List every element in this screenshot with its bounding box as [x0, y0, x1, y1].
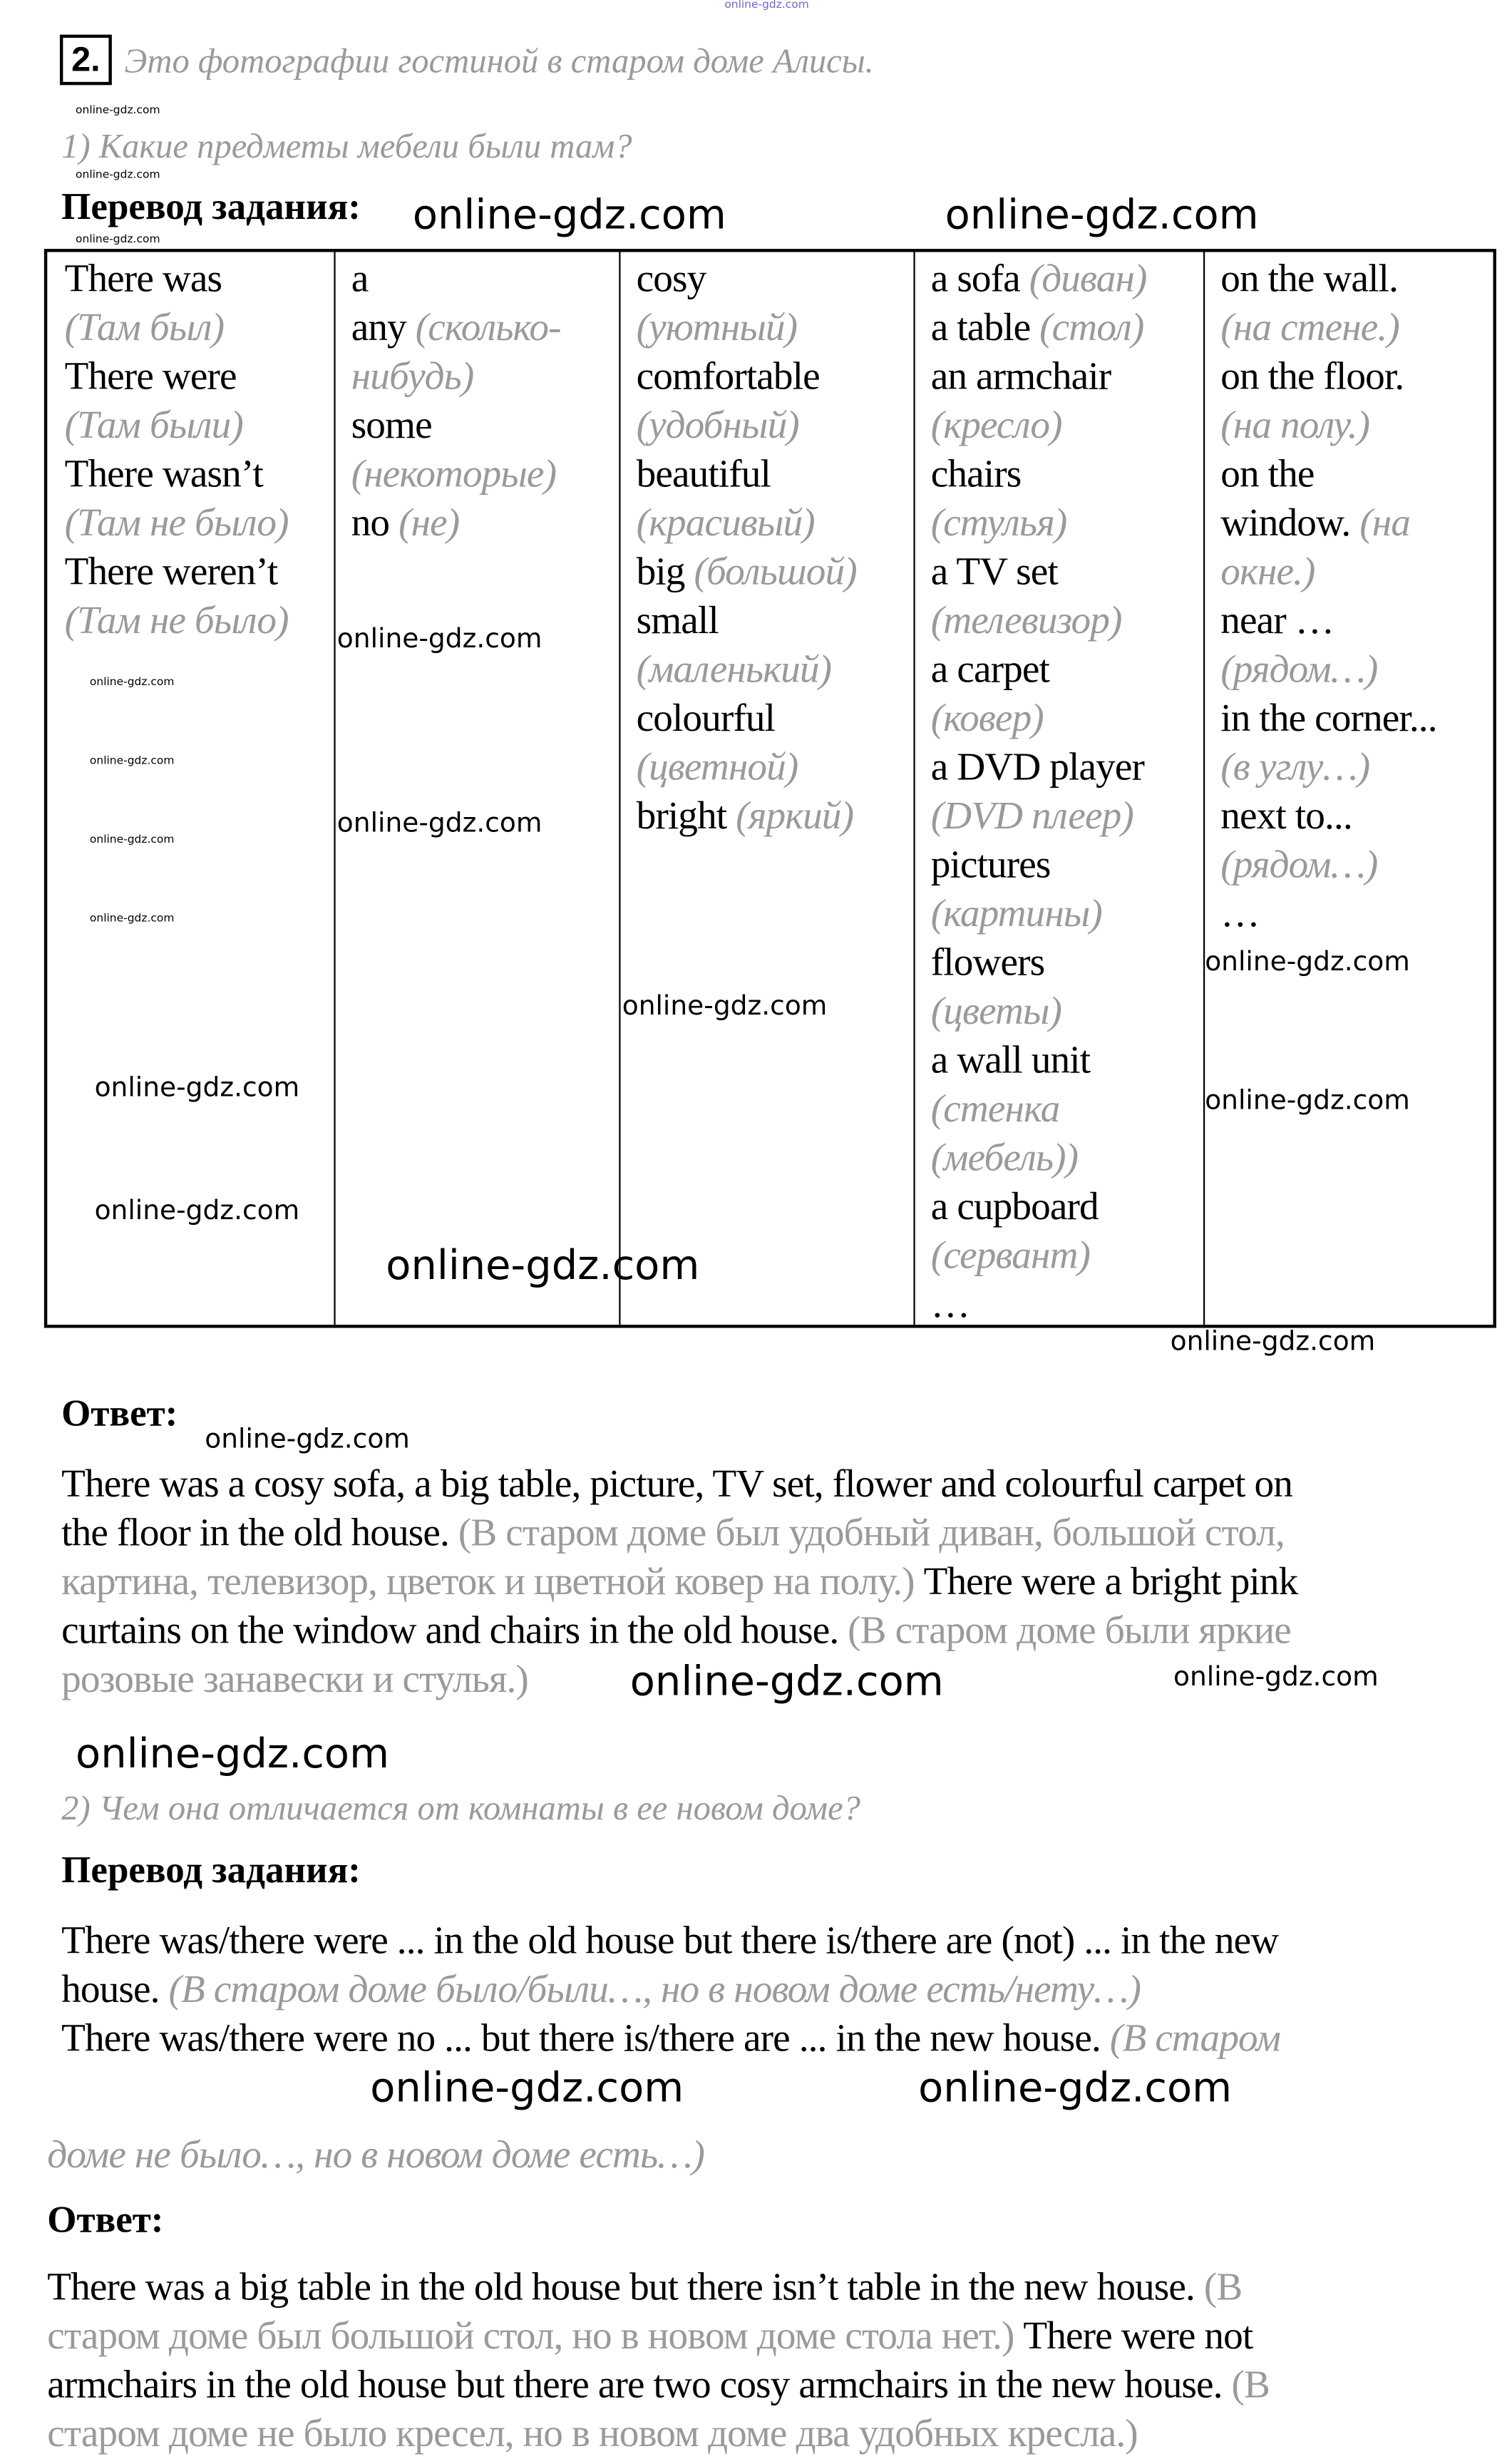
text-line: [931, 987, 1147, 1036]
text-line: [637, 548, 857, 597]
english-text: the floor in the old house.: [61, 1512, 458, 1555]
text-line: [1220, 401, 1436, 450]
text-line: [1220, 353, 1436, 401]
english-text: any: [351, 307, 416, 350]
watermark: online-gdz.com: [94, 1072, 300, 1104]
russian-translation: (красивый): [636, 502, 815, 545]
text-line: [1220, 499, 1436, 548]
english-text: on the: [1220, 453, 1315, 496]
text-line: [931, 694, 1147, 743]
russian-translation: (на полу.): [1220, 404, 1370, 448]
english-text: next to...: [1220, 795, 1352, 838]
text-line: [351, 401, 561, 450]
russian-translation: (уютный): [636, 307, 798, 350]
russian-translation: доме не было…, но в новом доме есть…): [47, 2134, 704, 2177]
russian-translation: (стулья): [930, 502, 1067, 545]
text-line: [1220, 255, 1436, 304]
text-line: [931, 1280, 1147, 1329]
english-text: There was: [64, 258, 222, 301]
watermark: online-gdz.com: [76, 168, 160, 182]
text-line: [637, 304, 857, 352]
watermark: online-gdz.com: [94, 1195, 300, 1228]
translation-2-tail: [47, 2131, 704, 2180]
russian-translation: (диван): [1029, 258, 1147, 301]
text-line: [61, 1558, 1297, 1606]
watermark: online-gdz.com: [89, 675, 175, 689]
text-line: [61, 1607, 1297, 1655]
text-line: [931, 353, 1147, 401]
text-line: [931, 401, 1147, 450]
text-line: [1220, 646, 1436, 694]
question-2: 2) Чем она отличается от комнаты в ее новом доме?: [61, 1787, 860, 1827]
watermark: online-gdz.com: [89, 833, 175, 846]
russian-translation: (удобный): [636, 404, 799, 448]
text-line: [637, 499, 857, 548]
question-1: 1) Какие предметы мебели были там?: [61, 125, 632, 165]
text-line: [931, 1134, 1147, 1183]
text-line: [61, 1917, 1280, 1966]
text-line: [47, 2312, 1270, 2361]
russian-translation: (цветы): [930, 990, 1062, 1034]
english-text: There was a big table in the old house but there isn’t table in the new house.: [47, 2267, 1204, 2309]
english-text: in the corner...: [1220, 697, 1437, 741]
table-column-4: [931, 255, 1147, 1330]
answer-heading-2: Ответ:: [47, 2200, 164, 2242]
russian-translation: (телевизор): [930, 600, 1122, 643]
text-line: [61, 1966, 1280, 2014]
russian-translation: (сервант): [930, 1235, 1091, 1278]
english-text: beautiful: [636, 453, 771, 496]
answer-heading-1: Ответ:: [61, 1394, 178, 1435]
text-line: [637, 451, 857, 499]
english-text: curtains on the window and chairs in the old house.: [61, 1610, 848, 1653]
english-text: on the floor.: [1220, 356, 1404, 399]
english-text: a: [351, 258, 369, 301]
english-text: …: [1220, 893, 1260, 936]
watermark: online-gdz.com: [1173, 1661, 1379, 1694]
watermark: online-gdz.com: [205, 1424, 410, 1456]
english-text: house.: [61, 1968, 169, 2012]
table-column-1: [65, 255, 289, 646]
english-text: a wall unit: [930, 1039, 1091, 1082]
task-number: 2.: [60, 35, 112, 86]
text-line: [1220, 841, 1436, 890]
russian-translation: нибудь): [351, 356, 474, 399]
english-text: There wasn’t: [64, 453, 263, 496]
watermark: online-gdz.com: [336, 808, 542, 840]
russian-translation: окне.): [1220, 551, 1315, 594]
russian-translation: (В старом доме было/были…, но в новом доме есть/нету…): [168, 1968, 1141, 2012]
text-line: [931, 792, 1147, 841]
watermark: online-gdz.com: [629, 1658, 944, 1706]
russian-translation: старом доме был большой стол, но в новом доме стола нет.): [47, 2315, 1014, 2358]
text-line: [61, 1460, 1297, 1509]
russian-translation: (В старом: [1109, 2018, 1281, 2060]
english-text: chairs: [930, 453, 1022, 496]
text-line: [931, 1085, 1147, 1134]
watermark: online-gdz.com: [386, 1243, 700, 1290]
text-line: [637, 353, 857, 401]
text-line: [637, 744, 857, 792]
text-line: [1220, 792, 1436, 841]
english-text: some: [351, 404, 432, 448]
answer-2-text: [47, 2264, 1270, 2459]
vocabulary-table: [44, 249, 1496, 1328]
russian-translation: (стенка: [930, 1088, 1060, 1131]
russian-translation: (рядом…): [1220, 844, 1378, 887]
russian-translation: (стол): [1039, 307, 1144, 350]
watermark: online-gdz.com: [76, 1731, 390, 1779]
task-title: Это фотографии гостиной в старом доме Алисы.: [124, 41, 874, 81]
text-line: [637, 255, 857, 304]
text-line: [931, 499, 1147, 548]
russian-translation: (Там были): [64, 404, 243, 448]
english-text: colourful: [636, 697, 776, 741]
text-line: [47, 2361, 1270, 2410]
text-line: [65, 451, 289, 499]
text-line: [637, 597, 857, 645]
english-text: pictures: [930, 844, 1051, 887]
text-line: [351, 499, 561, 548]
russian-translation: (не): [398, 502, 460, 545]
text-line: [65, 353, 289, 401]
text-line: [351, 451, 561, 499]
text-line: [637, 694, 857, 743]
russian-translation: (некоторые): [351, 453, 557, 496]
english-text: There weren’t: [64, 551, 278, 594]
russian-translation: (большой): [694, 551, 857, 594]
russian-translation: (Там не было): [64, 502, 289, 545]
english-text: window.: [1220, 502, 1360, 545]
russian-translation: (на: [1359, 502, 1410, 545]
watermark: online-gdz.com: [370, 2065, 684, 2113]
russian-translation: (цветной): [636, 746, 798, 789]
text-line: [931, 1037, 1147, 1085]
russian-translation: (В: [1231, 2364, 1270, 2407]
text-line: [61, 1509, 1297, 1558]
english-text: a TV set: [930, 551, 1058, 594]
text-line: [637, 792, 857, 841]
english-text: flowers: [930, 942, 1045, 985]
text-line: [1220, 451, 1436, 499]
table-column-3: [637, 255, 857, 841]
english-text: There were: [64, 356, 237, 399]
russian-translation: картина, телевизор, цветок и цветной ковер на полу.): [61, 1561, 915, 1604]
english-text: a cupboard: [930, 1186, 1099, 1229]
russian-translation: (картины): [930, 893, 1102, 936]
russian-translation: (мебель)): [930, 1137, 1079, 1180]
text-line: [65, 401, 289, 450]
text-line: [931, 451, 1147, 499]
text-line: [351, 255, 561, 304]
watermark: online-gdz.com: [918, 2065, 1233, 2113]
text-line: [65, 304, 289, 352]
watermark: online-gdz.com: [76, 103, 160, 117]
russian-translation: (в углу…): [1220, 746, 1370, 789]
translation-2-text: [61, 1917, 1280, 2063]
english-text: on the wall.: [1220, 258, 1398, 301]
text-line: [61, 2015, 1280, 2063]
russian-translation: розовые занавески и стулья.): [61, 1658, 528, 1702]
text-line: [1220, 694, 1436, 743]
watermark: online-gdz.com: [89, 754, 175, 767]
russian-translation: (Там не было): [64, 600, 289, 643]
watermark: online-gdz.com: [336, 623, 542, 656]
text-line: [1220, 744, 1436, 792]
watermark: online-gdz.com: [76, 232, 160, 246]
text-line: [47, 2131, 704, 2180]
english-text: small: [636, 600, 719, 643]
english-text: There was/there were ... in the old house but there is/there are (not) ... in the new: [61, 1920, 1279, 1963]
text-line: [931, 255, 1147, 304]
english-text: near …: [1220, 600, 1334, 643]
russian-translation: (маленький): [636, 649, 832, 692]
english-text: a sofa: [930, 258, 1029, 301]
text-line: [351, 304, 561, 352]
text-line: [637, 401, 857, 450]
text-line: [931, 744, 1147, 792]
text-line: [47, 2410, 1270, 2458]
russian-translation: (яркий): [736, 795, 854, 838]
english-text: an armchair: [930, 356, 1111, 399]
russian-translation: старом доме не было кресел, но в новом доме два удобных кресла.): [47, 2413, 1138, 2456]
text-line: [931, 841, 1147, 890]
translation-heading-2: Перевод задания:: [61, 1851, 361, 1892]
text-line: [351, 353, 561, 401]
watermark: online-gdz.com: [1205, 946, 1410, 979]
text-line: [65, 499, 289, 548]
english-text: a carpet: [930, 649, 1049, 692]
russian-translation: (ковер): [930, 697, 1044, 741]
english-text: armchairs in the old house but there are two cosy armchairs in the new house.: [47, 2364, 1232, 2407]
text-line: [931, 304, 1147, 352]
text-line: [931, 646, 1147, 694]
russian-translation: (на стене.): [1220, 307, 1399, 350]
text-line: [1220, 304, 1436, 352]
watermark: online-gdz.com: [412, 192, 726, 240]
text-line: [931, 1183, 1147, 1231]
text-line: [65, 548, 289, 597]
text-line: [1220, 548, 1436, 597]
russian-translation: (В старом доме был удобный диван, большой стол,: [458, 1512, 1285, 1555]
english-text: a table: [930, 307, 1040, 350]
russian-translation: (В старом доме были яркие: [848, 1610, 1291, 1653]
text-line: [1220, 890, 1436, 938]
translation-heading-1: Перевод задания:: [61, 187, 361, 229]
english-text: a DVD player: [930, 746, 1144, 789]
watermark: online-gdz.com: [89, 912, 175, 925]
text-line: [1220, 597, 1436, 645]
text-line: [65, 255, 289, 304]
watermark: online-gdz.com: [1205, 1085, 1410, 1117]
text-line: [931, 890, 1147, 938]
english-text: There were not: [1014, 2315, 1253, 2358]
watermark: online-gdz.com: [1170, 1326, 1376, 1358]
russian-translation: (сколько-: [415, 307, 561, 350]
watermark: online-gdz.com: [945, 192, 1259, 240]
table-column-2: [351, 255, 561, 548]
english-text: …: [930, 1283, 970, 1327]
english-text: cosy: [636, 258, 706, 301]
watermark: online-gdz.com: [622, 990, 828, 1022]
russian-translation: (кресло): [930, 404, 1062, 448]
english-text: There was a cosy sofa, a big table, picture, TV set, flower and colourful carpet on: [61, 1463, 1292, 1506]
text-line: [931, 548, 1147, 597]
text-line: [47, 2264, 1270, 2312]
russian-translation: (Там был): [64, 307, 225, 350]
russian-translation: (DVD плеер): [930, 795, 1133, 838]
text-line: [931, 1232, 1147, 1280]
english-text: big: [636, 551, 694, 594]
english-text: There were a bright pink: [914, 1561, 1298, 1604]
english-text: no: [351, 502, 399, 545]
table-column-5: [1220, 255, 1436, 939]
english-text: There was/there were no ... but there is/there are ... in the new house.: [61, 2018, 1110, 2060]
russian-translation: (В: [1203, 2267, 1243, 2309]
text-line: [931, 597, 1147, 645]
english-text: bright: [636, 795, 736, 838]
russian-translation: (рядом…): [1220, 649, 1378, 692]
english-text: comfortable: [636, 356, 820, 399]
watermark: online-gdz.com: [724, 0, 809, 11]
text-line: [65, 597, 289, 645]
text-line: [931, 939, 1147, 987]
text-line: [637, 646, 857, 694]
